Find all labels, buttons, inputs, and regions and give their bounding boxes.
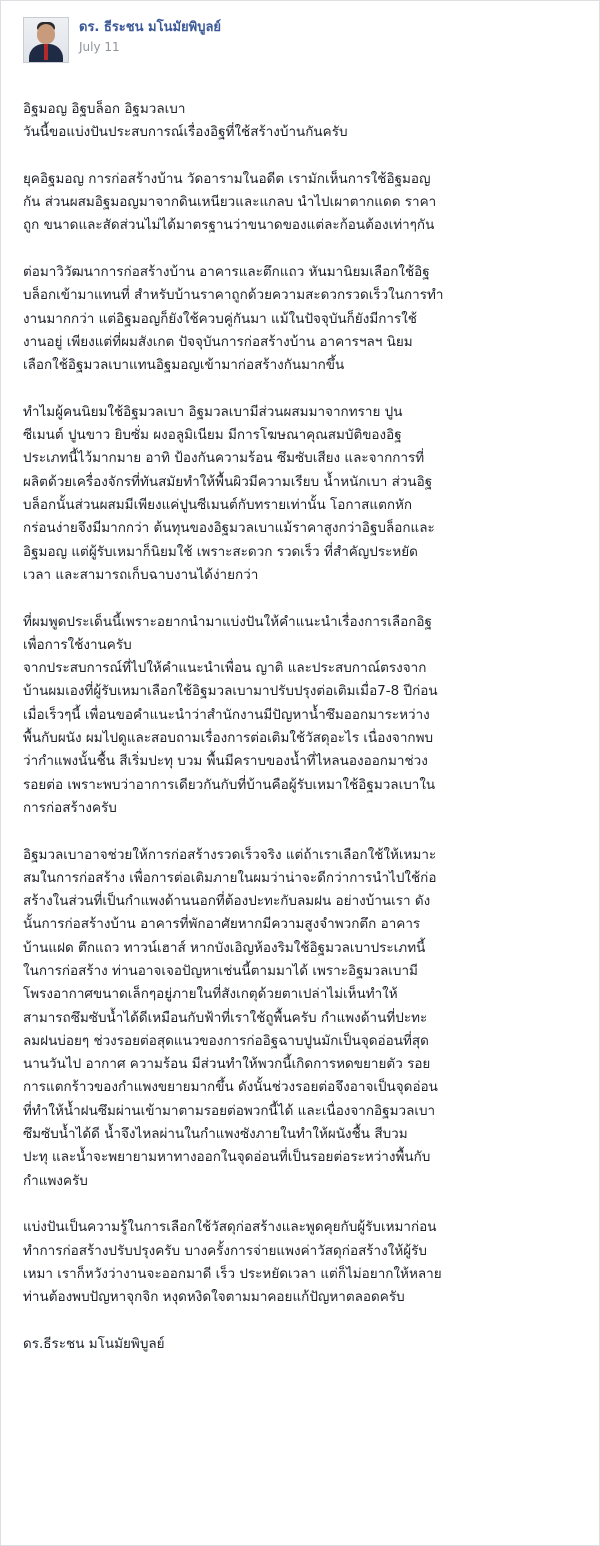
avatar-tie: [44, 44, 48, 60]
post-paragraph-advice: อิฐมวลเบาอาจช่วยให้การก่อสร้างรวดเร็วจริง แต่ถ้าเราเลือกใช้ให้เหมาะ สมในการก่อสร้าง เพื่อการต่อเติมภายในผมว่าน่าจะดีกว่าการนำไปใช้ก่อ สร้างในส่วนที่เป็นกำแพงด้านนอกที่ต้องปะทะกับลมฝน อย่างบ้านเรา ดัง นั้นการก่อสร้างบ้าน อาคารที่พักอาศัยหากมีความสูงจำพวกตึก อาคาร บ้านแฝด ตึกแถว ทาวน์เฮาส์ หากบังเอิญห้องริมใช้อิฐมวลเบาประเภทนี้ ในการก่อสร้าง ท่านอาจเจอปัญหาเช่นนี้ตามมาได้ เพราะอิฐมวลเบามี โพรงอากาศขนาดเล็กๆอยู่ภายในที่สังเกตุด้วยตาเปล่าไม่เห็นทำให้ สามารถซึมซับน้ำได้ดีเหมือนกับฟ้าที่เราใช้ถูพื้นครับ กำแพงด้านที่ปะทะ ลมฝนบ่อยๆ ช่วงรอยต่อสุดแนวของการก่ออิฐฉาบปูนมักเป็นจุดอ่อนที่สุด นานวันไป อากาศ ความร้อน มีส่วนทำให้พวกนี้เกิดการหดขยายตัว รอย การแตกร้าวของกำแพงขยายมากขึ้น ดังนั้นช่วงรอยต่อจึงอาจเป็นจุดอ่อน ที่ทำให้น้ำฝนซึมผ่านเข้ามาตามรอยต่อพวกนี้ได้ และเนื่องจากอิฐมวลเบา ซึมซับน้ำได้ดี น้ำจึงไหลผ่านในกำแพงซังภายในทำให้ผนังชื้น สีบวม ปะทุ และน้ำจะพยายามหาทางออกในจุดอ่อนที่เป็นรอยต่อระหว่างพื้นกับ กำแพงครับ: [23, 846, 438, 1189]
author-avatar[interactable]: [23, 17, 69, 63]
post-paragraph-lightweight-brick: ทำไมผู้คนนิยมใช้อิฐมวลเบา อิฐมวลเบามีส่วนผสมมาจากทราย ปูน ซีเมนต์ ปูนขาว ยิบซั่ม ผงอลูมิเนียม มีการโฆษณาคุณสมบัติของอิฐ ประเภทนี้ไว้มากมาย อาทิ ป้องกันความร้อน ซึมซับเสียง และจากการที่ ผลิตด้วยเครื่องจักรที่ทันสมัยทำให้พื้นผิวมีความเรียบ น้ำหนักเบา ส่วนอิฐ บล็อกนั้นส่วนผสมมีเพียงแค่ปูนซีเมนต์กับทรายเท่านั้น โอกาสแตกหัก กร่อนง่ายจึงมีมากกว่า ต้นทุนของอิฐมวลเบาแม้ราคาสูงกว่าอิฐบล็อกและ อิฐมอญ แต่ผู้รับเหมาก็นิยมใช้ เพราะสะดวก รวดเร็ว ที่สำคัญประหยัด เวลา และสามารถเก็บฉาบงานได้ง่ายกว่า: [23, 403, 435, 583]
post-header: [23, 17, 221, 69]
post-paragraph-block-brick: ต่อมาวิวัฒนาการก่อสร้างบ้าน อาคารและตึกแถว หันมานิยมเลือกใช้อิฐ บล็อกเข้ามาแทนที่ สำหรับบ้านราคาถูกด้วยความสะดวกรวดเร็วในการทำ งานมากกว่า แต่อิฐมอญก็ยังใช้ควบคู่กันมา แม้ในปัจจุบันก็ยังมีการใช้ งานอยู่ เพียงแต่ที่ผมสังเกต ปัจจุบันการก่อสร้างบ้าน อาคารฯลฯ นิยม เลือกใช้อิฐมวลเบาแทนอิฐมอญเข้ามาก่อสร้างกันมากขึ้น: [23, 264, 444, 374]
post-meta: [79, 17, 221, 55]
post-paragraph-experience: ที่ผมพูดประเด็นนี้เพราะอยากนำมาแบ่งปันให้คำแนะนำเรื่องการเลือกอิฐ เพื่อการใช้งานครับ จากประสบการณ์ที่ไปให้คำแนะนำเพื่อน ญาติ และประสบกาณ์ตรงจาก บ้านผมเองที่ผู้รับเหมาเลือกใช้อิฐมวลเบามาปรับปรุงต่อเติมเมื่อ7-8 ปีก่อน เมื่อเร็วๆนี้ เพื่อนขอคำแนะนำว่าสำนักงานมีปัญหาน้ำซึมออกมาระหว่าง พื้นกับผนัง ผมไปดูและสอบถามเรื่องการต่อเติมใช้วัสดุอะไร เนื่องจากพบ ว่ากำแพงนั้นชื้น สีเริ่มปะทุ บวม พื้นมีคราบของน้ำที่ไหลนองออกมาช่วง รอยต่อ เพราะพบว่าอาการเดียวกันกับที่บ้านคือผู้รับเหมาใช้อิฐมวลเบาใน การก่อสร้างครับ: [23, 613, 438, 816]
post-paragraph-closing: แบ่งปันเป็นความรู้ในการเลือกใช้วัสดุก่อสร้างและพูดคุยกับผู้รับเหมาก่อน ทำการก่อสร้างปรับปรุงครับ บางครั้งการจ่ายแพงค่าวัสดุก่อสร้างให้ผู้รับ เหมา เราก็หวังว่างานจะออกมาดี เร็ว ประหยัดเวลา แต่ก็ไม่อยากให้หลาย ท่านต้องพบปัญหาจุกจิก หงุดหงิดใจตามมาคอยแก้ปัญหาตลอดครับ: [23, 1219, 442, 1306]
post-paragraph-intro: อิฐมอญ อิฐบล็อก อิฐมวลเบา วันนี้ขอแบ่งปันประสบการณ์เรื่องอิฐที่ใช้สร้างบ้านกันครับ: [23, 101, 348, 141]
post-signature: ดร.ธีระชน มโนมัยพิบูลย์: [23, 1335, 165, 1352]
post-date[interactable]: July 11: [79, 40, 120, 54]
post-paragraph-mon-brick: ยุคอิฐมอญ การก่อสร้างบ้าน วัดอารามในอดีต เรามักเห็นการใช้อิฐมอญ กัน ส่วนผสมอิฐมอญมาจากดินเหนียวและแกลบ นำไปเผาตากแดด ราคา ถูก ขนาดและสัดส่วนไม่ได้มาตรฐานว่าขนาดของแต่ละก้อนต้องเท่าๆกัน: [23, 170, 437, 234]
post-body: [23, 98, 583, 1356]
author-name[interactable]: ดร. ธีระชน มโนมัยพิบูลย์: [79, 20, 222, 35]
avatar-face: [37, 24, 55, 44]
